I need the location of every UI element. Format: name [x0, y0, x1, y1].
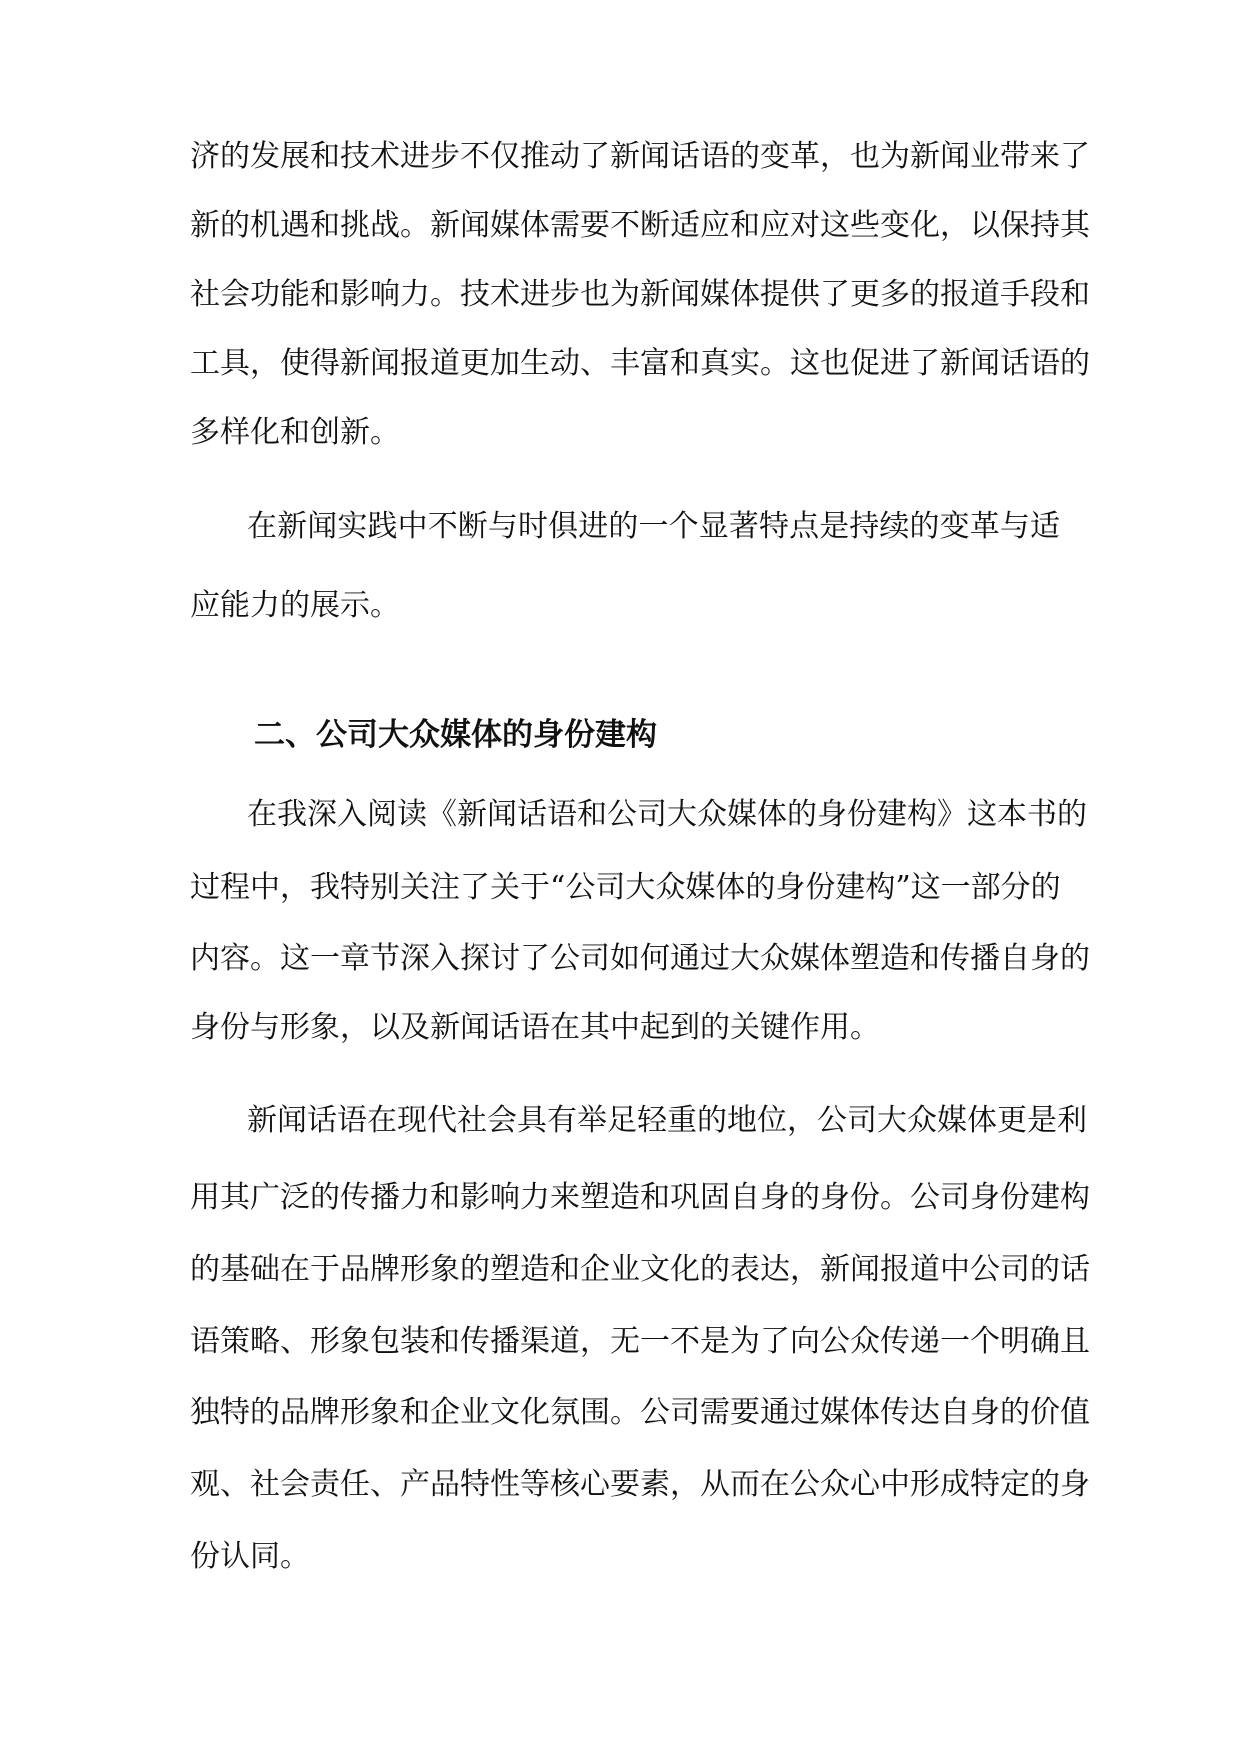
text-line: 的基础在于品牌形象的塑造和企业文化的表达，新闻报道中公司的话	[190, 1252, 1090, 1287]
text-line: 社会功能和影响力。技术进步也为新闻媒体提供了更多的报道手段和	[190, 277, 1090, 312]
text-line: 独特的品牌形象和企业文化氛围。公司需要通过媒体传达自身的价值	[190, 1395, 1090, 1430]
text-line: 工具，使得新闻报道更加生动、丰富和真实。这也促进了新闻话语的	[190, 346, 1090, 381]
section-heading: 二、公司大众媒体的身份建构	[254, 717, 657, 753]
text-line: 过程中，我特别关注了关于“公司大众媒体的身份建构”这一部分的	[190, 870, 1061, 905]
text-line: 多样化和创新。	[190, 415, 400, 450]
text-line: 内容。这一章节深入探讨了公司如何通过大众媒体塑造和传播自身的	[190, 941, 1090, 976]
text-line: 身份与形象，以及新闻话语在其中起到的关键作用。	[190, 1010, 880, 1045]
text-line: 在我深入阅读《新闻话语和公司大众媒体的身份建构》这本书的	[247, 797, 1087, 832]
text-line: 语策略、形象包装和传播渠道，无一不是为了向公众传递一个明确且	[190, 1324, 1090, 1359]
text-line: 用其广泛的传播力和影响力来塑造和巩固自身的身份。公司身份建构	[190, 1180, 1090, 1215]
text-line: 应能力的展示。	[190, 588, 400, 623]
text-line: 份认同。	[190, 1539, 310, 1574]
text-line: 新闻话语在现代社会具有举足轻重的地位，公司大众媒体更是利	[247, 1103, 1087, 1138]
text-line: 观、社会责任、产品特性等核心要素，从而在公众心中形成特定的身	[190, 1467, 1090, 1502]
text-line: 在新闻实践中不断与时俱进的一个显著特点是持续的变革与适	[247, 509, 1060, 544]
text-line: 济的发展和技术进步不仅推动了新闻话语的变革，也为新闻业带来了	[190, 139, 1090, 174]
text-line: 新的机遇和挑战。新闻媒体需要不断适应和应对这些变化，以保持其	[190, 208, 1090, 243]
